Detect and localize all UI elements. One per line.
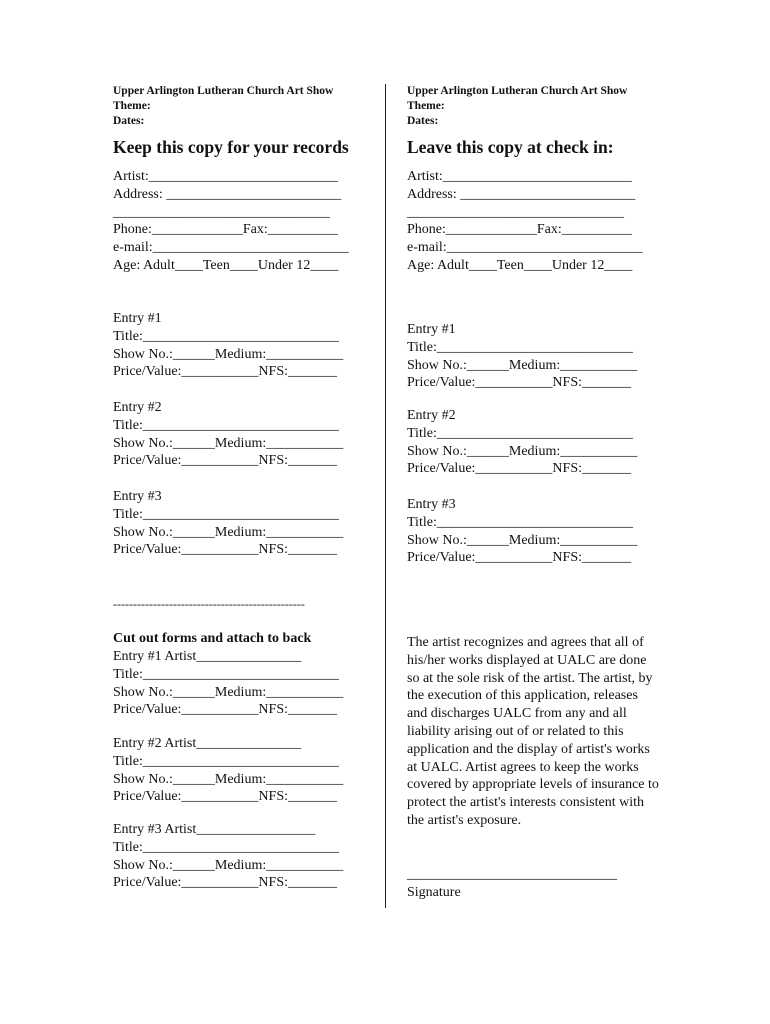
cutout-entry-3 (113, 821, 375, 892)
phone-fax-field[interactable]: Phone:_____________Fax:__________ (113, 222, 338, 238)
records-copy-column (113, 84, 375, 914)
show-medium-field[interactable]: Show No.:______Medium:___________ (113, 524, 344, 540)
price-nfs-field[interactable]: Price/Value:___________NFS:_______ (113, 702, 337, 718)
show-medium-field[interactable]: Show No.:______Medium:___________ (113, 435, 344, 451)
price-nfs-field[interactable]: Price/Value:___________NFS:_______ (113, 789, 337, 805)
liability-waiver (407, 634, 669, 830)
entry-artist-field[interactable]: Entry #1 Artist_______________ (113, 649, 302, 664)
title-field[interactable]: Title:____________________________ (113, 417, 339, 433)
price-nfs-field[interactable]: Price/Value:___________NFS:_______ (407, 375, 631, 391)
entry-label: Entry #2 (113, 400, 162, 415)
cutout-title: Cut out forms and attach to back (113, 631, 312, 646)
signature-block (407, 866, 669, 902)
show-medium-field[interactable]: Show No.:______Medium:___________ (113, 857, 344, 873)
price-nfs-field[interactable]: Price/Value:___________NFS:_______ (407, 461, 631, 477)
signature-line[interactable]: ______________________________ (407, 867, 617, 882)
age-field[interactable]: Age: Adult____Teen____Under 12____ (113, 257, 339, 273)
price-nfs-field[interactable]: Price/Value:___________NFS:_______ (113, 364, 337, 380)
title-field[interactable]: Title:____________________________ (407, 514, 633, 530)
address-line-2-field[interactable]: _______________________________ (407, 204, 624, 220)
address-field[interactable]: Address: _________________________ (407, 186, 636, 202)
artist-field[interactable]: Artist:___________________________ (113, 169, 338, 184)
dates-label: Dates: (113, 115, 145, 127)
show-medium-field[interactable]: Show No.:______Medium:___________ (407, 357, 638, 373)
check-in-copy-title: Leave this copy at check in: (407, 137, 614, 157)
entry-artist-field[interactable]: Entry #3 Artist_________________ (113, 822, 316, 837)
age-field[interactable]: Age: Adult____Teen____Under 12____ (407, 257, 633, 273)
email-field[interactable]: e-mail:____________________________ (113, 240, 349, 256)
entry-block-1 (113, 310, 375, 381)
show-medium-field[interactable]: Show No.:______Medium:___________ (407, 443, 638, 459)
title-field[interactable]: Title:____________________________ (113, 506, 339, 522)
entry-block-2 (407, 407, 669, 478)
liability-text: The artist recognizes and agrees that all of his/her works displayed at UALC are done so at the sole risk of the artist. The artist, by the execution of this application, releases and discharges UALC from any and all liability arising out of or related to this application and the display of artist's works at UALC. Artist agrees to keep the works covered by appropriate levels of insurance to protect the artist's interests consistent with the artist's exposure. (407, 635, 659, 828)
church-name: Upper Arlington Lutheran Church Art Show (407, 85, 628, 97)
address-line-2-field[interactable]: _______________________________ (113, 204, 330, 220)
title-field[interactable]: Title:____________________________ (113, 839, 339, 855)
entry-label: Entry #3 (113, 489, 162, 504)
records-copy-title: Keep this copy for your records (113, 137, 349, 157)
entry-label: Entry #1 (113, 311, 162, 326)
show-medium-field[interactable]: Show No.:______Medium:___________ (113, 346, 344, 362)
records-copy-header (113, 84, 375, 158)
cutout-entry-2 (113, 735, 375, 806)
phone-fax-field[interactable]: Phone:_____________Fax:__________ (407, 222, 632, 238)
theme-label: Theme: (407, 100, 445, 112)
price-nfs-field[interactable]: Price/Value:___________NFS:_______ (407, 550, 631, 566)
dashed-cut-line: ------------------------------------------------ (113, 597, 305, 611)
check-in-copy-header (407, 84, 669, 158)
price-nfs-field[interactable]: Price/Value:___________NFS:_______ (113, 453, 337, 469)
price-nfs-field[interactable]: Price/Value:___________NFS:_______ (113, 542, 337, 558)
entry-block-3 (407, 496, 669, 567)
entry-label: Entry #1 (407, 322, 456, 337)
price-nfs-field[interactable]: Price/Value:___________NFS:_______ (113, 875, 337, 891)
signature-label: Signature (407, 884, 461, 900)
entry-block-1 (407, 321, 669, 392)
show-medium-field[interactable]: Show No.:______Medium:___________ (113, 684, 344, 700)
title-field[interactable]: Title:____________________________ (113, 328, 339, 344)
church-name: Upper Arlington Lutheran Church Art Show (113, 85, 334, 97)
theme-label: Theme: (113, 100, 151, 112)
title-field[interactable]: Title:____________________________ (113, 753, 339, 769)
contact-fields (113, 168, 375, 275)
entry-block-2 (113, 399, 375, 470)
show-medium-field[interactable]: Show No.:______Medium:___________ (113, 771, 344, 787)
title-field[interactable]: Title:____________________________ (113, 666, 339, 682)
dates-label: Dates: (407, 115, 439, 127)
address-field[interactable]: Address: _________________________ (113, 186, 342, 202)
show-medium-field[interactable]: Show No.:______Medium:___________ (407, 532, 638, 548)
title-field[interactable]: Title:____________________________ (407, 339, 633, 355)
entry-artist-field[interactable]: Entry #2 Artist_______________ (113, 736, 302, 751)
entry-label: Entry #2 (407, 408, 456, 423)
cut-separator (113, 596, 375, 614)
entry-label: Entry #3 (407, 497, 456, 512)
cutout-section (113, 630, 375, 648)
title-field[interactable]: Title:____________________________ (407, 425, 633, 441)
check-in-copy-column (407, 84, 669, 914)
contact-fields (407, 168, 669, 275)
email-field[interactable]: e-mail:____________________________ (407, 240, 643, 256)
cutout-entry-1 (113, 648, 375, 719)
column-divider (385, 84, 386, 908)
artist-field[interactable]: Artist:___________________________ (407, 169, 632, 184)
entry-block-3 (113, 488, 375, 559)
